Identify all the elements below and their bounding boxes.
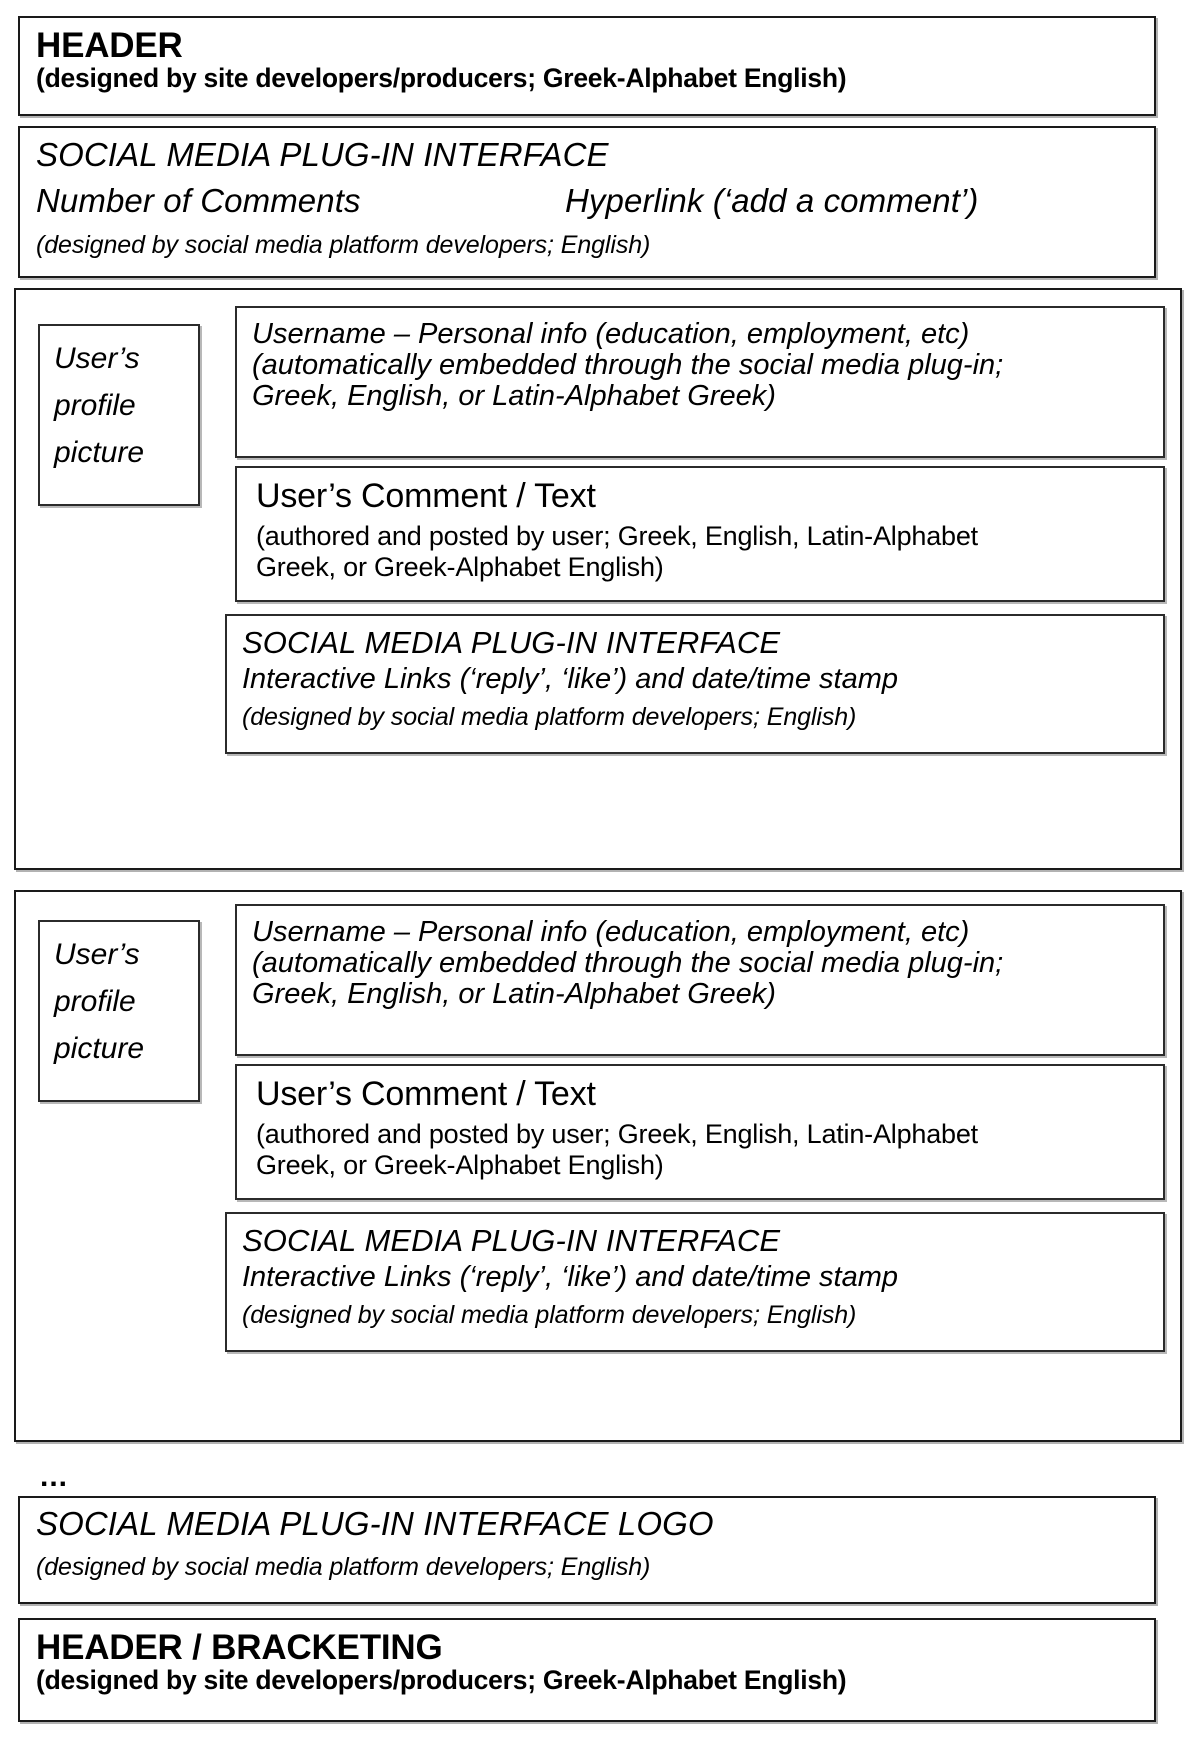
user-comment-title: User’s Comment / Text	[256, 1075, 596, 1113]
interactive-links-line-2[interactable]: Interactive Links (‘reply’, ‘like’) and date/time stamp	[242, 663, 898, 695]
plugin-bar-title: SOCIAL MEDIA PLUG-IN INTERFACE	[36, 136, 609, 173]
continuation-ellipsis: ...	[40, 1460, 69, 1493]
username-line-2: (automatically embedded through the social media plug-in;	[252, 349, 1004, 382]
interactive-links-line-2[interactable]: Interactive Links (‘reply’, ‘like’) and date/time stamp	[242, 1261, 898, 1293]
user-comment-line-2: (authored and posted by user; Greek, English, Latin-Alphabet	[256, 521, 978, 551]
profile-picture-line-3: picture	[54, 435, 145, 469]
plugin-logo-note: (designed by social media platform developers; English)	[36, 1553, 651, 1581]
interactive-links-title: SOCIAL MEDIA PLUG-IN INTERFACE	[242, 1223, 781, 1258]
user-comment-line-3: Greek, or Greek-Alphabet English)	[256, 1149, 664, 1180]
interactive-links-box	[225, 1212, 1165, 1352]
profile-picture-line-1: User’s	[54, 342, 140, 375]
plugin-bar-note: (designed by social media platform developers; English)	[36, 231, 651, 259]
plugin-logo-title: SOCIAL MEDIA PLUG-IN INTERFACE LOGO	[36, 1505, 714, 1542]
username-line-1: Username – Personal info (education, employment, etc)	[252, 916, 970, 948]
user-profile-picture	[38, 324, 200, 506]
username-line-3: Greek, English, or Latin-Alphabet Greek)	[252, 380, 776, 413]
header-top-title: HEADER	[36, 26, 183, 65]
username-personal-info-box	[235, 904, 1165, 1056]
add-a-comment-hyperlink[interactable]: Hyperlink (‘add a comment’)	[565, 182, 979, 219]
comment-block	[14, 890, 1182, 1442]
user-comment-line-3: Greek, or Greek-Alphabet English)	[256, 551, 664, 582]
username-personal-info-box	[235, 306, 1165, 458]
header-bottom-note: (designed by site developers/producers; Greek-Alphabet English)	[36, 1665, 847, 1696]
username-line-1: Username – Personal info (education, employment, etc)	[252, 318, 970, 350]
profile-picture-line-1: User’s	[54, 938, 140, 971]
comment-block	[14, 288, 1182, 870]
header-top-box	[18, 16, 1156, 116]
user-profile-picture	[38, 920, 200, 1102]
number-of-comments-label: Number of Comments	[36, 182, 361, 219]
header-bottom-box	[18, 1618, 1156, 1722]
profile-picture-line-2: profile	[54, 388, 136, 422]
user-comment-text-box	[235, 1064, 1165, 1200]
interactive-links-title: SOCIAL MEDIA PLUG-IN INTERFACE	[242, 625, 781, 660]
profile-picture-line-3: picture	[54, 1031, 145, 1065]
user-comment-title: User’s Comment / Text	[256, 477, 596, 515]
interactive-links-note: (designed by social media platform developers; English)	[242, 703, 857, 731]
interactive-links-box	[225, 614, 1165, 754]
username-line-2: (automatically embedded through the social media plug-in;	[252, 947, 1004, 980]
header-top-note: (designed by site developers/producers; Greek-Alphabet English)	[36, 63, 847, 94]
user-comment-line-2: (authored and posted by user; Greek, English, Latin-Alphabet	[256, 1119, 978, 1149]
plugin-interface-bar	[18, 126, 1156, 278]
user-comment-text-box	[235, 466, 1165, 602]
profile-picture-line-2: profile	[54, 984, 136, 1018]
interactive-links-note: (designed by social media platform developers; English)	[242, 1301, 857, 1329]
plugin-logo-box	[18, 1496, 1156, 1604]
username-line-3: Greek, English, or Latin-Alphabet Greek)	[252, 978, 776, 1011]
header-bottom-title: HEADER / BRACKETING	[36, 1628, 443, 1667]
